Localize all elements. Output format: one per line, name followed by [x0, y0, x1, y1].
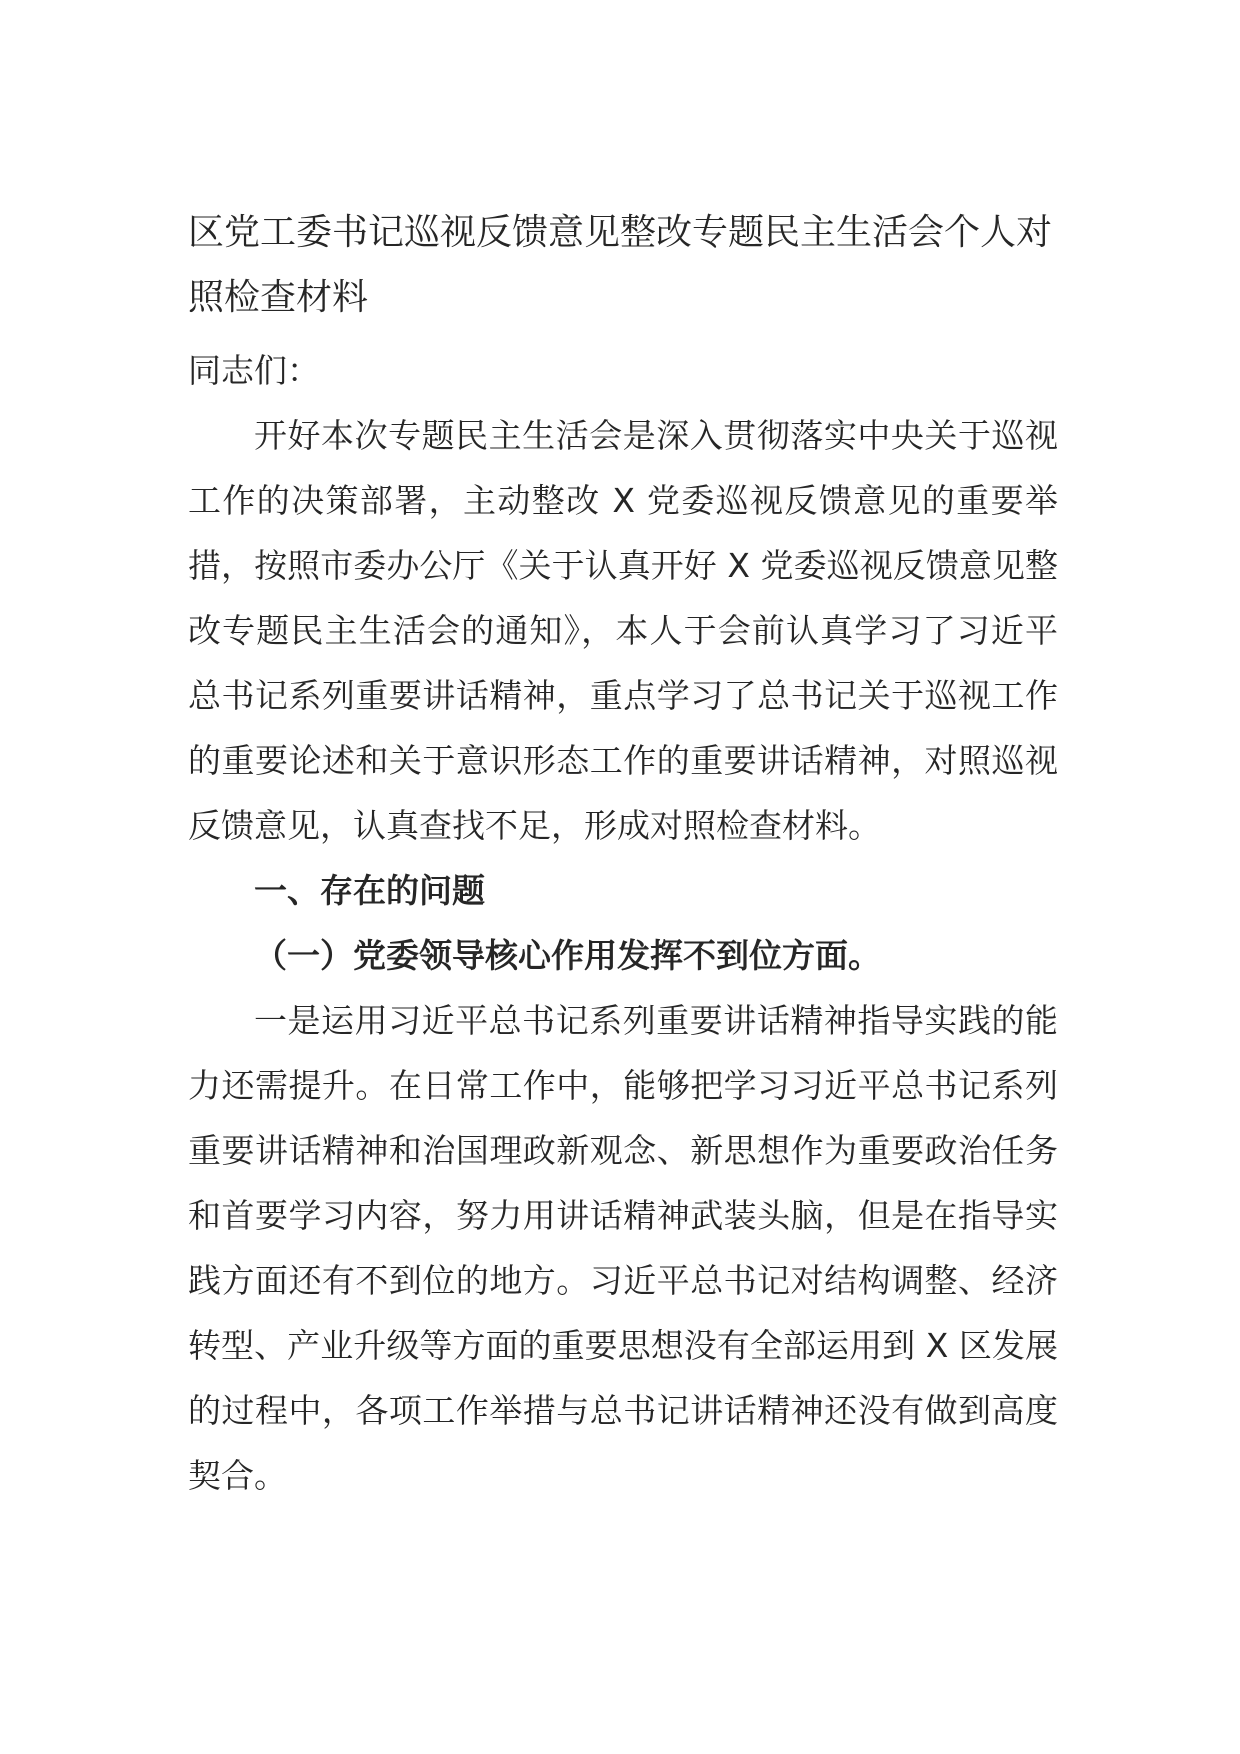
intro-paragraph: 开好本次专题民主生活会是深入贯彻落实中央关于巡视工作的决策部署，主动整改 X 党委巡视反馈意见的重要举措，按照市委办公厅《关于认真开好 X 党委巡视反馈意见整改专题民主生活会的通知》，本人于会前认真学习了习近平总书记系列重要讲话精神，重点学习了总书记关于巡视工作的重要论述和关于意识形态工作的重要讲话精神，对照巡视反馈意见，认真查找不足，形成对照检查材料。	[188, 416, 1058, 845]
document-page	[188, 200, 1058, 1508]
point-paragraph-1: 一是运用习近平总书记系列重要讲话精神指导实践的能力还需提升。在日常工作中，能够把学习习近平总书记系列重要讲话精神和治国理政新观念、新思想作为重要政治任务和首要学习内容，努力用讲话精神武装头脑，但是在指导实践方面还有不到位的地方。习近平总书记对结构调整、经济转型、产业升级等方面的重要思想没有全部运用到 X 区发展的过程中，各项工作举措与总书记讲话精神还没有做到高度契合。	[188, 1001, 1058, 1495]
greeting: 同志们：	[188, 351, 320, 390]
section-heading-problems: 一、存在的问题	[254, 871, 485, 910]
subsection-heading-leadership: （一）党委领导核心作用发挥不到位方面。	[254, 936, 881, 975]
document-title: 区党工委书记巡视反馈意见整改专题民主生活会个人对照检查材料	[188, 212, 1053, 318]
